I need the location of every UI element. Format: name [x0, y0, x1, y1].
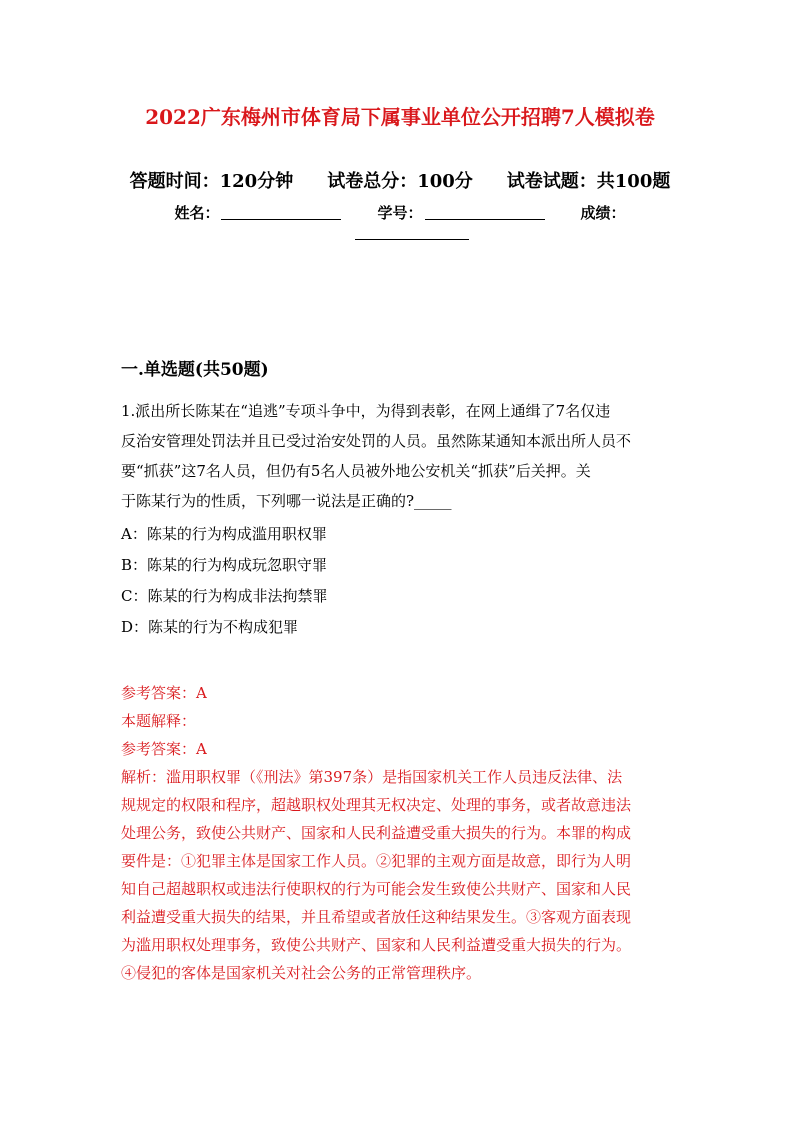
- page-title: 2022广东梅州市体育局下属事业单位公开招聘7人模拟卷: [145, 105, 655, 129]
- question-text-line: 1.派出所长陈某在“追逃”专项斗争中，为得到表彰，在网上通缉了7名仅违: [121, 402, 611, 420]
- exam-time: 答题时间：120分钟: [129, 171, 294, 192]
- answer-section: [121, 679, 681, 987]
- exam-meta: [0, 169, 800, 195]
- question-text-line: 要“抓获”这7名人员，但仍有5名人员被外地公安机关“抓获”后关押。关: [121, 462, 591, 480]
- question-text-line: 反治安管理处罚法并且已受过治安处罚的人员。虽然陈某通知本派出所人员不: [121, 432, 632, 450]
- exam-question-count: 试卷试题：共100题: [506, 171, 671, 192]
- analysis-line: 解析：滥用职权罪（《刑法》第397条）是指国家机关工作人员违反法律、法: [121, 768, 623, 786]
- name-label: 姓名：: [174, 204, 220, 222]
- analysis-line: 要件是：①犯罪主体是国家工作人员。②犯罪的主观方面是故意，即行为人明: [121, 852, 632, 870]
- option-c: C：陈某的行为构成非法拘禁罪: [121, 587, 328, 605]
- student-info: [0, 201, 800, 225]
- reference-answer-repeat: 参考答案：A: [121, 740, 207, 758]
- analysis-line: 知自己超越职权或违法行使职权的行为可能会发生致使公共财产、国家和人民: [121, 880, 632, 898]
- analysis-line: 为滥用职权处理事务，致使公共财产、国家和人民利益遭受重大损失的行为。: [121, 936, 632, 954]
- name-field[interactable]: [221, 203, 341, 220]
- analysis-line: ④侵犯的客体是国家机关对社会公务的正常管理秩序。: [121, 964, 482, 982]
- question-1: [121, 396, 681, 516]
- question-text-line: 于陈某行为的性质，下列哪一说法是正确的?_____: [121, 492, 452, 510]
- analysis-line: 处理公务，致使公共财产、国家和人民利益遭受重大损失的行为。本罪的构成: [121, 824, 632, 842]
- score-label: 成绩：: [580, 204, 626, 222]
- score-field[interactable]: [355, 229, 469, 240]
- option-a: A：陈某的行为构成滥用职权罪: [121, 525, 327, 543]
- student-id-label: 学号：: [377, 204, 423, 222]
- exam-total-score: 试卷总分：100分: [327, 171, 473, 192]
- option-b: B：陈某的行为构成玩忽职守罪: [121, 556, 328, 574]
- reference-answer: 参考答案：A: [121, 684, 207, 702]
- analysis-line: 利益遭受重大损失的结果，并且希望或者放任这种结果发生。③客观方面表现: [121, 908, 632, 926]
- explanation-label: 本题解释：: [121, 712, 197, 730]
- analysis-line: 规规定的权限和程序，超越职权处理其无权决定、处理的事务，或者故意违法: [121, 796, 632, 814]
- section-title: 一.单选题(共50题): [121, 360, 269, 380]
- option-d: D：陈某的行为不构成犯罪: [121, 618, 299, 636]
- student-id-field[interactable]: [425, 203, 545, 220]
